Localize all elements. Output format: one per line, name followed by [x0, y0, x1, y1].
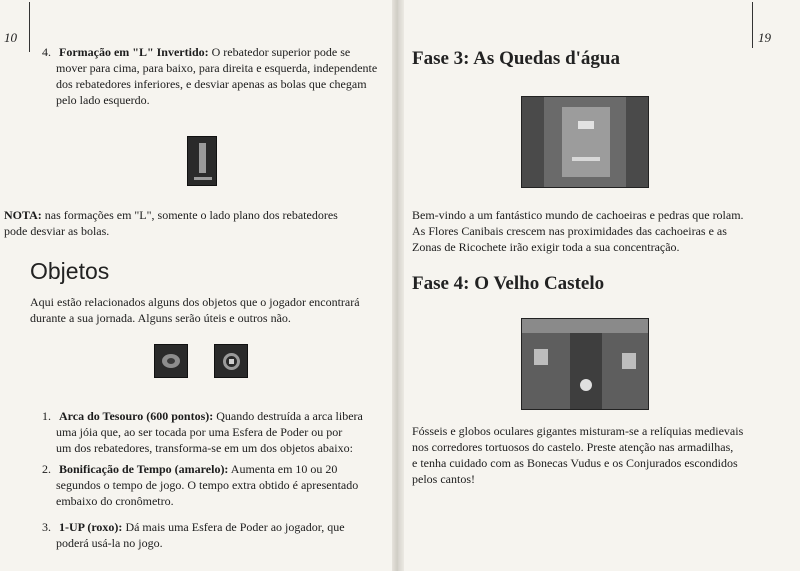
right-page: [404, 0, 800, 571]
fase3-line3: Zonas de Ricochete irão exigir toda a sua concentração.: [412, 240, 680, 254]
item1-title: Arca do Tesouro (600 pontos):: [59, 409, 214, 423]
fase3-screenshot: [521, 96, 649, 188]
fase3-line2: As Flores Canibais crescem nas proximidades das cachoeiras e as: [412, 224, 727, 238]
item4-line2: mover para cima, para baixo, para direita e esquerda, independente: [56, 61, 378, 75]
left-page: [0, 0, 398, 571]
fase3-heading: Fase 3: As Quedas d'água: [412, 48, 620, 69]
fase3-line1: Bem-vindo a um fantástico mundo de cachoeiras e pedras que rolam.: [412, 208, 744, 222]
nota-label: NOTA:: [4, 208, 42, 222]
page-number-right: 19: [758, 30, 771, 45]
item3-title: 1-UP (roxo):: [59, 520, 123, 534]
book-gutter: [392, 0, 404, 571]
objetos-heading: Objetos: [30, 258, 110, 284]
fase4-screenshot: [521, 318, 649, 410]
fase4-heading: Fase 4: O Velho Castelo: [412, 273, 605, 294]
time-bonus-icon: [214, 344, 248, 378]
treasure-chest-icon: [154, 344, 188, 378]
fase4-line1: Fósseis e globos oculares gigantes misturam-se a relíquias medievais: [412, 424, 744, 438]
item3-line1: 3. 1-UP (roxo): Dá mais uma Esfera de Poder ao jogador, que: [42, 520, 345, 534]
nota-line1: NOTA: nas formações em "L", somente o lado plano dos rebatedores: [4, 208, 338, 222]
item1-line2: uma jóia que, ao ser tocada por uma Esfera de Poder ou por: [56, 425, 343, 439]
item4-line1: 4. Formação em "L" Invertido: O rebatedor superior pode se: [42, 45, 351, 59]
item3-line2: poderá usá-la no jogo.: [56, 536, 163, 550]
fase4-line3: e tenha cuidado com as Bonecas Vudus e os Conjurados escondidos: [412, 456, 738, 470]
l-formation-image: [187, 136, 217, 186]
item2-line2: segundos o tempo de jogo. O tempo extra obtido é apresentado: [56, 478, 359, 492]
fase4-line4: pelos cantos!: [412, 472, 475, 486]
fase4-line2: nos corredores tortuosos do castelo. Preste atenção nas armadilhas,: [412, 440, 734, 454]
item1-line3: um dos rebatedores, transforma-se em um dos objetos abaixo:: [56, 441, 353, 455]
item2-title: Bonificação de Tempo (amarelo):: [59, 462, 229, 476]
objetos-intro-line2: durante a sua jornada. Alguns serão úteis e outros não.: [30, 311, 291, 325]
item4-line4: pelo lado esquerdo.: [56, 93, 150, 107]
item2-line1: 2. Bonificação de Tempo (amarelo): Aumenta em 10 ou 20: [42, 462, 338, 476]
item2-line3: embaixo do cronômetro.: [56, 494, 174, 508]
nota-line2: pode desviar as bolas.: [4, 224, 110, 238]
item4-line3: dos rebatedores inferiores, e desviar apenas as bolas que chegam: [56, 77, 367, 91]
objetos-intro-line1: Aqui estão relacionados alguns dos objetos que o jogador encontrará: [30, 295, 360, 309]
page-rule-right: [752, 2, 753, 48]
page-number-left: 10: [4, 30, 17, 45]
item4-title: Formação em "L" Invertido:: [59, 45, 209, 59]
item1-line1: 1. Arca do Tesouro (600 pontos): Quando destruída a arca libera: [42, 409, 363, 423]
page-rule-left: [29, 2, 30, 52]
